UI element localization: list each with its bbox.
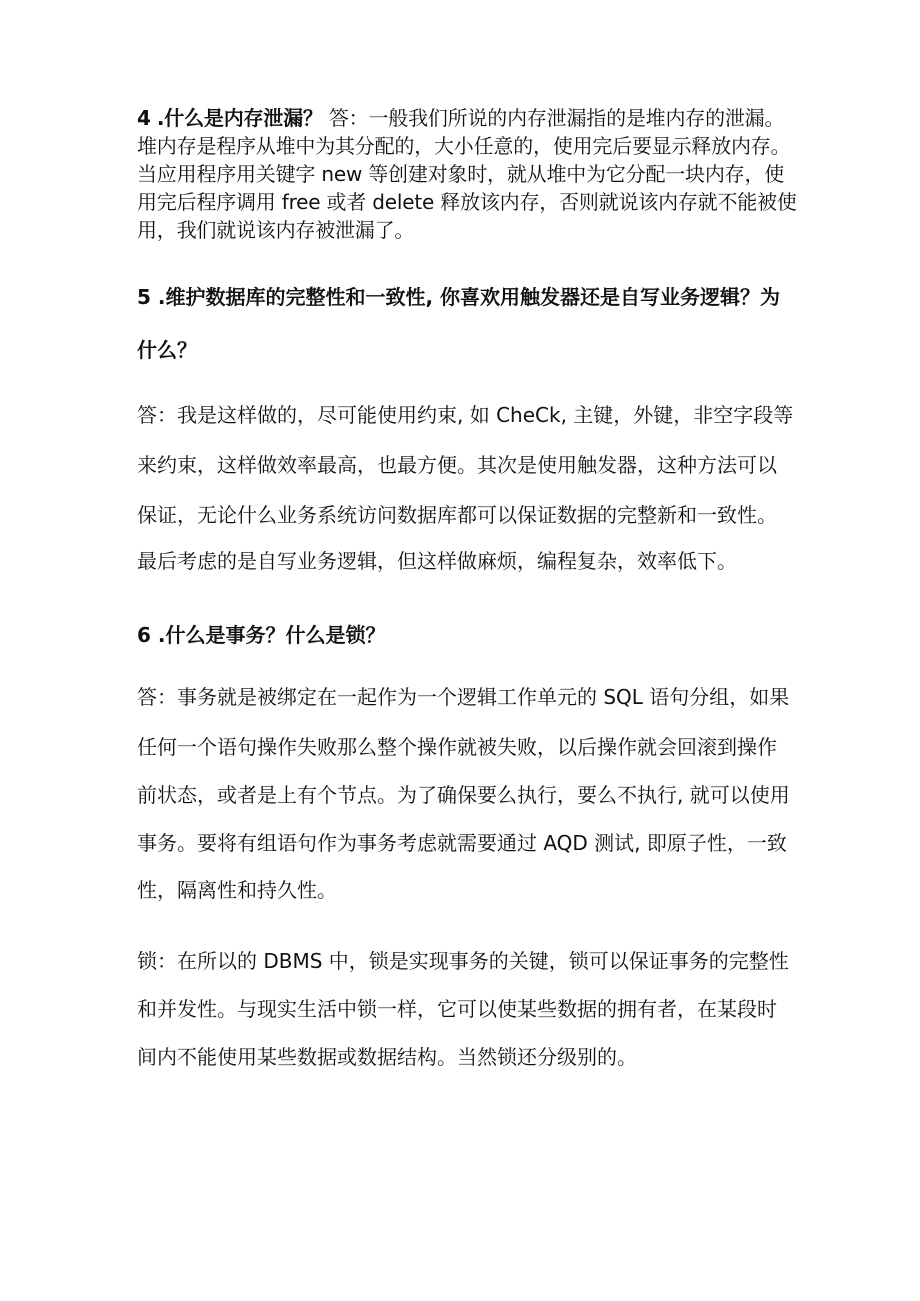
q5-answer-line-1: 答：我是这样做的，尽可能使用约束, 如 CheCk, 主键，外键，非空字段等 (137, 403, 794, 427)
q6-lock-line-3: 间内不能使用某些数据或数据结构。当然锁还分级别的。 (137, 1045, 637, 1069)
q6-lock-line-2: 和并发性。与现实生活中锁一样，它可以使某些数据的拥有者，在某段时 (137, 997, 777, 1021)
q4-title: .什么是内存泄漏？ (156, 106, 323, 130)
q4-line-2: 堆内存是程序从堆中为其分配的，大小任意的，使用完后要显示释放内存。 (137, 134, 791, 158)
q4-line-1 (137, 105, 784, 131)
q5-answer-line-3: 保证，无论什么业务系统访问数据库都可以保证数据的完整新和一致性。 (137, 503, 777, 527)
q6-heading: 6 .什么是事务？什么是锁？ (137, 623, 386, 647)
q6-answer-line-3: 前状态，或者是上有个节点。为了确保要么执行，要么不执行, 就可以使用 (137, 783, 790, 807)
q6-lock-line-1: 锁：在所以的 DBMS 中，锁是实现事务的关键，锁可以保证事务的完整性 (137, 949, 789, 973)
q6-answer-line-2: 任何一个语句操作失败那么整个操作就被失败，以后操作就会回滚到操作 (137, 735, 777, 759)
q4-number: 4 (137, 106, 151, 130)
q6-answer-line-1: 答：事务就是被绑定在一起作为一个逻辑工作单元的 SQL 语句分组，如果 (137, 685, 790, 709)
q5-heading-line-1: 5 .维护数据库的完整性和一致性, 你喜欢用触发器还是自写业务逻辑？为 (137, 285, 781, 309)
q4-line-4: 用完后程序调用 free 或者 delete 释放该内存，否则就说该内存就不能被使 (137, 190, 797, 214)
q5-answer-line-4: 最后考虑的是自写业务逻辑，但这样做麻烦，编程复杂，效率低下。 (137, 549, 737, 573)
q4-line-5: 用，我们就说该内存被泄漏了。 (137, 218, 415, 242)
q6-answer-line-4: 事务。要将有组语句作为事务考虑就需要通过 AQD 测试, 即原子性，一致 (137, 831, 787, 855)
q5-heading-line-2: 什么？ (137, 338, 197, 362)
q6-answer-line-5: 性，隔离性和持久性。 (137, 878, 337, 902)
q4-answer-start: 答：一般我们所说的内存泄漏指的是堆内存的泄漏。 (328, 106, 785, 130)
q5-answer-line-2: 来约束，这样做效率最高，也最方便。其次是使用触发器，这种方法可以 (137, 453, 777, 477)
q4-line-3: 当应用程序用关键字 new 等创建对象时，就从堆中为它分配一块内存，使 (137, 162, 785, 186)
